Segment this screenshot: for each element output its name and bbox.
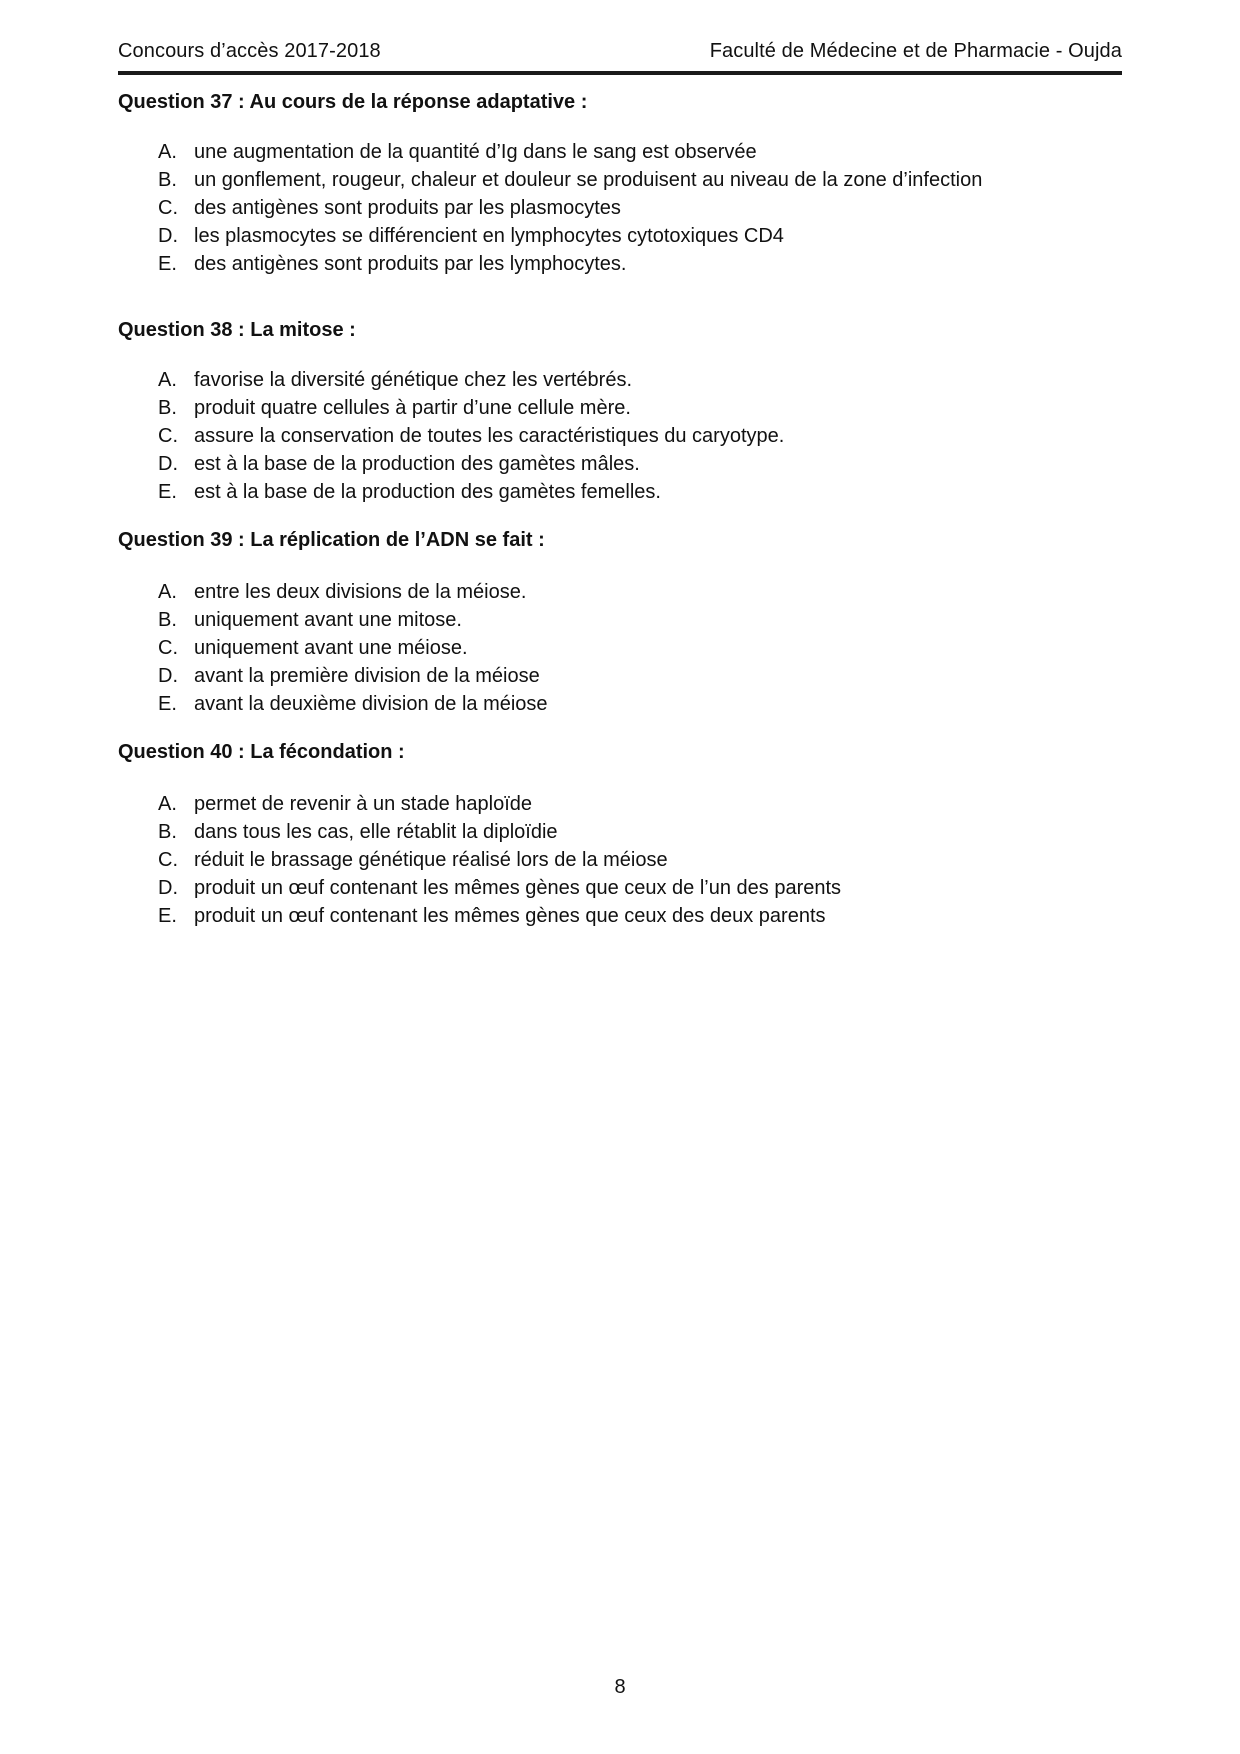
option-b (118, 818, 1122, 846)
option-letter: C. (158, 425, 178, 447)
option-letter: C. (158, 849, 178, 871)
option-letter: D. (158, 225, 178, 247)
option-b (118, 166, 1122, 194)
option-letter: E. (158, 253, 177, 275)
option-letter: E. (158, 693, 177, 715)
option-letter: E. (158, 905, 177, 927)
option-text: favorise la diversité génétique chez les vertébrés. (194, 369, 633, 391)
option-letter: A. (158, 793, 177, 815)
option-letter: B. (158, 169, 177, 191)
option-e (118, 690, 1122, 718)
option-text: est à la base de la production des gamètes mâles. (194, 453, 640, 475)
option-e (118, 250, 1122, 278)
option-b (118, 606, 1122, 634)
option-e (118, 902, 1122, 930)
option-text: réduit le brassage génétique réalisé lors de la méiose (194, 849, 668, 871)
question-39 (118, 526, 1122, 718)
option-d (118, 662, 1122, 690)
options-list (118, 578, 1122, 718)
option-letter: C. (158, 637, 178, 659)
question-38 (118, 316, 1122, 506)
option-text: uniquement avant une mitose. (194, 609, 462, 631)
option-c (118, 846, 1122, 874)
question-title: Question 39 : La réplication de l’ADN se fait : (118, 529, 545, 551)
faculty-name: Faculté de Médecine et de Pharmacie - Oujda (709, 40, 1122, 62)
questions-section (118, 88, 1122, 930)
option-letter: D. (158, 877, 178, 899)
option-letter: A. (158, 369, 177, 391)
option-text: produit un œuf contenant les mêmes gènes que ceux de l’un des parents (194, 877, 842, 899)
question-37 (118, 88, 1122, 278)
option-text: produit quatre cellules à partir d’une cellule mère. (194, 397, 631, 419)
option-e (118, 478, 1122, 506)
option-b (118, 394, 1122, 422)
question-40 (118, 738, 1122, 930)
option-a (118, 366, 1122, 394)
page-number: 8 (614, 1676, 626, 1698)
option-letter: B. (158, 397, 177, 419)
option-text: produit un œuf contenant les mêmes gènes que ceux des deux parents (194, 905, 826, 927)
header-divider (118, 71, 1122, 75)
options-list (118, 790, 1122, 930)
option-a (118, 578, 1122, 606)
option-text: avant la deuxième division de la méiose (194, 693, 548, 715)
page-header (118, 36, 1122, 68)
option-a (118, 138, 1122, 166)
option-text: un gonflement, rougeur, chaleur et douleur se produisent au niveau de la zone d’infection (194, 169, 983, 191)
question-title: Question 38 : La mitose : (118, 319, 356, 341)
option-letter: B. (158, 609, 177, 631)
option-letter: B. (158, 821, 177, 843)
option-text: une augmentation de la quantité d’Ig dans le sang est observée (194, 141, 757, 163)
option-letter: E. (158, 481, 177, 503)
options-list (118, 366, 1122, 506)
option-text: uniquement avant une méiose. (194, 637, 468, 659)
option-letter: A. (158, 581, 177, 603)
option-d (118, 222, 1122, 250)
option-text: entre les deux divisions de la méiose. (194, 581, 527, 603)
option-text: avant la première division de la méiose (194, 665, 540, 687)
option-text: dans tous les cas, elle rétablit la diploïdie (194, 821, 558, 843)
option-letter: D. (158, 453, 178, 475)
option-text: assure la conservation de toutes les caractéristiques du caryotype. (194, 425, 785, 447)
option-c (118, 194, 1122, 222)
option-letter: C. (158, 197, 178, 219)
option-letter: A. (158, 141, 177, 163)
option-letter: D. (158, 665, 178, 687)
option-d (118, 450, 1122, 478)
options-list (118, 138, 1122, 278)
option-c (118, 634, 1122, 662)
option-c (118, 422, 1122, 450)
exam-title: Concours d’accès 2017-2018 (118, 40, 381, 62)
option-text: des antigènes sont produits par les lymphocytes. (194, 253, 627, 275)
question-title: Question 40 : La fécondation : (118, 741, 405, 763)
option-a (118, 790, 1122, 818)
option-text: les plasmocytes se différencient en lymphocytes cytotoxiques CD4 (194, 225, 784, 247)
option-text: permet de revenir à un stade haploïde (194, 793, 532, 815)
option-text: est à la base de la production des gamètes femelles. (194, 481, 661, 503)
option-d (118, 874, 1122, 902)
question-title: Question 37 : Au cours de la réponse adaptative : (118, 91, 588, 113)
option-text: des antigènes sont produits par les plasmocytes (194, 197, 621, 219)
